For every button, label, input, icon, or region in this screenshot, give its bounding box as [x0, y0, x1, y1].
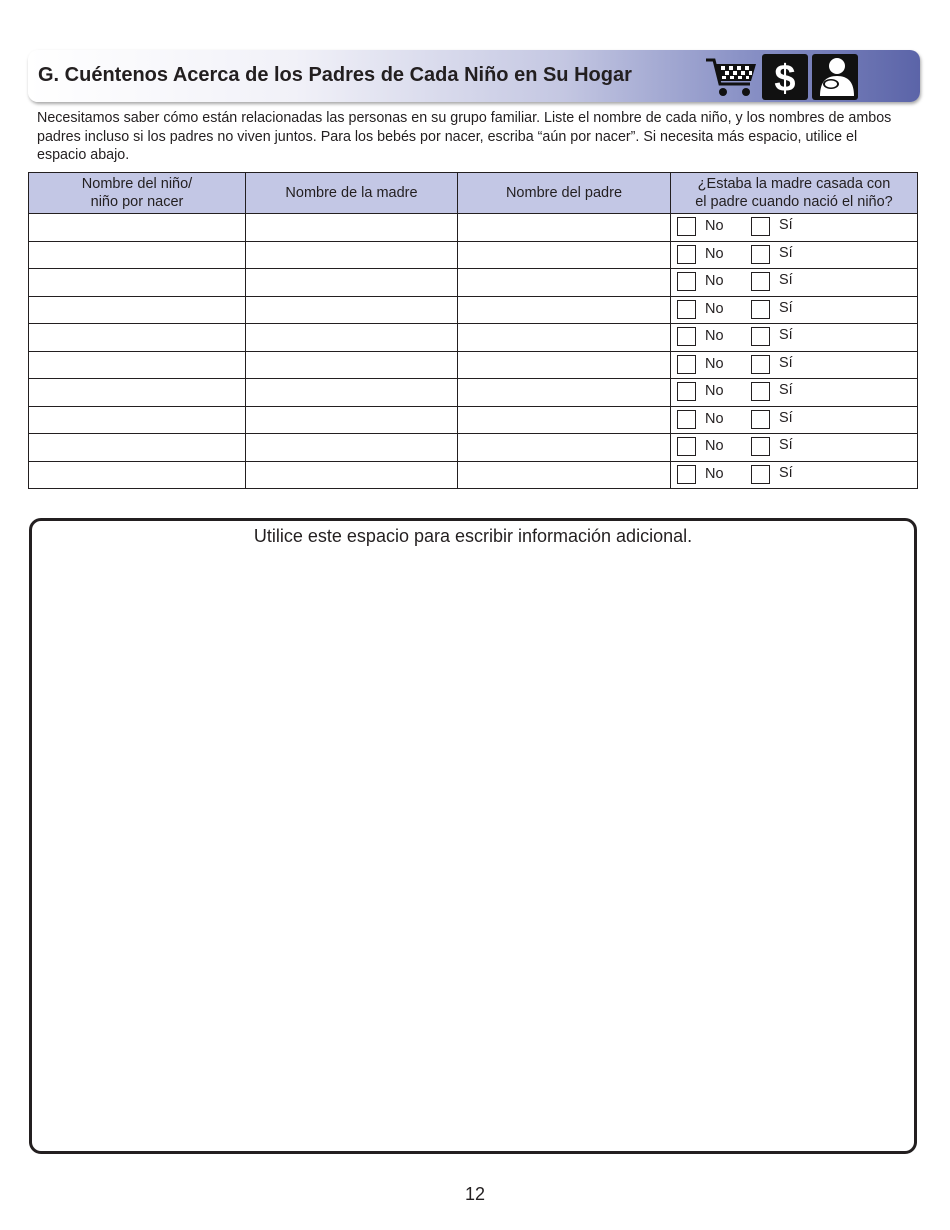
- no-checkbox[interactable]: [677, 245, 696, 264]
- header-child-line1: Nombre del niño/: [81, 176, 193, 192]
- si-label: Sí: [779, 299, 793, 316]
- father-name-field[interactable]: [458, 214, 671, 242]
- table-row: [29, 324, 918, 352]
- table-row: [29, 296, 918, 324]
- shopping-cart-icon: [704, 54, 758, 100]
- father-name-field[interactable]: [458, 269, 671, 297]
- table-row: [29, 351, 918, 379]
- table-row: [29, 434, 918, 462]
- married-choice-cell: [671, 351, 918, 379]
- father-name-field[interactable]: [458, 406, 671, 434]
- child-name-field[interactable]: [29, 269, 246, 297]
- no-label: No: [705, 328, 724, 344]
- father-name-field[interactable]: [458, 351, 671, 379]
- header-married-line2: el padre cuando nació el niño?: [695, 194, 893, 210]
- father-name-field[interactable]: [458, 461, 671, 489]
- no-label: No: [705, 438, 724, 454]
- no-label: No: [705, 355, 724, 372]
- si-checkbox[interactable]: [751, 382, 770, 401]
- mother-name-field[interactable]: [246, 324, 458, 352]
- married-choice-cell: [671, 434, 918, 462]
- father-name-field[interactable]: [458, 379, 671, 407]
- header-father-name: Nombre del padre: [458, 173, 671, 214]
- child-name-field[interactable]: [29, 296, 246, 324]
- child-name-field[interactable]: [29, 324, 246, 352]
- no-checkbox[interactable]: [677, 217, 696, 236]
- mother-name-field[interactable]: [246, 269, 458, 297]
- mother-name-field[interactable]: [246, 434, 458, 462]
- table-row: [29, 461, 918, 489]
- si-label: Sí: [779, 354, 793, 371]
- father-name-field[interactable]: [458, 241, 671, 269]
- header-married-line1: ¿Estaba la madre casada con: [697, 176, 891, 192]
- no-checkbox[interactable]: [677, 437, 696, 456]
- father-name-field[interactable]: [458, 324, 671, 352]
- section-header: [28, 50, 920, 102]
- table-row: [29, 379, 918, 407]
- table-row: [29, 241, 918, 269]
- si-checkbox[interactable]: [751, 300, 770, 319]
- header-child-line2: niño por nacer: [90, 194, 184, 210]
- section-icons: [704, 54, 858, 100]
- child-name-field[interactable]: [29, 214, 246, 242]
- child-name-field[interactable]: [29, 406, 246, 434]
- si-label: Sí: [779, 217, 793, 233]
- child-name-field[interactable]: [29, 434, 246, 462]
- parents-table: [28, 172, 918, 489]
- svg-text:$: $: [774, 58, 796, 100]
- married-choice-cell: [671, 324, 918, 352]
- married-choice-cell: [671, 214, 918, 242]
- married-choice-cell: [671, 379, 918, 407]
- page-number: 12: [464, 1184, 486, 1204]
- no-label: No: [705, 410, 724, 427]
- child-name-field[interactable]: [29, 351, 246, 379]
- child-name-field[interactable]: [29, 241, 246, 269]
- married-choice-cell: [671, 241, 918, 269]
- no-label: No: [705, 383, 724, 399]
- additional-info-label: Utilice este espacio para escribir información adicional.: [253, 526, 693, 546]
- si-label: Sí: [779, 244, 793, 261]
- si-checkbox[interactable]: [751, 272, 770, 291]
- header-married-question: [671, 173, 918, 214]
- no-label: No: [705, 465, 724, 482]
- child-name-field[interactable]: [29, 379, 246, 407]
- no-checkbox[interactable]: [677, 410, 696, 429]
- no-label: No: [705, 300, 724, 317]
- child-name-field[interactable]: [29, 461, 246, 489]
- no-label: No: [705, 218, 724, 234]
- table-row: [29, 214, 918, 242]
- si-checkbox[interactable]: [751, 327, 770, 346]
- si-checkbox[interactable]: [751, 465, 770, 484]
- mother-name-field[interactable]: [246, 406, 458, 434]
- header-mother-name: Nombre de la madre: [246, 173, 458, 214]
- intro-text: Necesitamos saber cómo están relacionadas las personas en su grupo familiar. Liste el nombre de cada niño, y los nombres de ambos padres incluso si los padres no viven juntos. Para los bebés por nacer, escriba “aún por nacer”. Si necesita más espacio, utilice el espacio abajo.: [37, 110, 892, 163]
- married-choice-cell: [671, 406, 918, 434]
- no-checkbox[interactable]: [677, 355, 696, 374]
- si-checkbox[interactable]: [751, 355, 770, 374]
- mother-name-field[interactable]: [246, 379, 458, 407]
- additional-info-box[interactable]: [29, 518, 917, 1154]
- no-label: No: [705, 273, 724, 289]
- dollar-icon: [762, 54, 808, 100]
- married-choice-cell: [671, 461, 918, 489]
- mother-name-field[interactable]: [246, 461, 458, 489]
- no-label: No: [705, 245, 724, 262]
- table-row: [29, 269, 918, 297]
- no-checkbox[interactable]: [677, 327, 696, 346]
- no-checkbox[interactable]: [677, 382, 696, 401]
- si-label: Sí: [779, 409, 793, 426]
- no-checkbox[interactable]: [677, 465, 696, 484]
- mother-name-field[interactable]: [246, 296, 458, 324]
- mother-child-icon: [812, 54, 858, 100]
- si-label: Sí: [779, 382, 793, 398]
- section-title: G. Cuéntenos Acerca de los Padres de Cada Niño en Su Hogar: [38, 64, 632, 86]
- father-name-field[interactable]: [458, 296, 671, 324]
- mother-name-field[interactable]: [246, 351, 458, 379]
- no-checkbox[interactable]: [677, 272, 696, 291]
- si-checkbox[interactable]: [751, 410, 770, 429]
- header-child-name: [29, 173, 246, 214]
- mother-name-field[interactable]: [246, 241, 458, 269]
- table-header-row: [29, 173, 918, 214]
- married-choice-cell: [671, 269, 918, 297]
- si-checkbox[interactable]: [751, 217, 770, 236]
- si-label: Sí: [779, 437, 793, 453]
- si-label: Sí: [779, 327, 793, 343]
- married-choice-cell: [671, 296, 918, 324]
- no-checkbox[interactable]: [677, 300, 696, 319]
- si-label: Sí: [779, 272, 793, 288]
- si-checkbox[interactable]: [751, 437, 770, 456]
- father-name-field[interactable]: [458, 434, 671, 462]
- si-checkbox[interactable]: [751, 245, 770, 264]
- mother-name-field[interactable]: [246, 214, 458, 242]
- si-label: Sí: [779, 464, 793, 481]
- table-row: [29, 406, 918, 434]
